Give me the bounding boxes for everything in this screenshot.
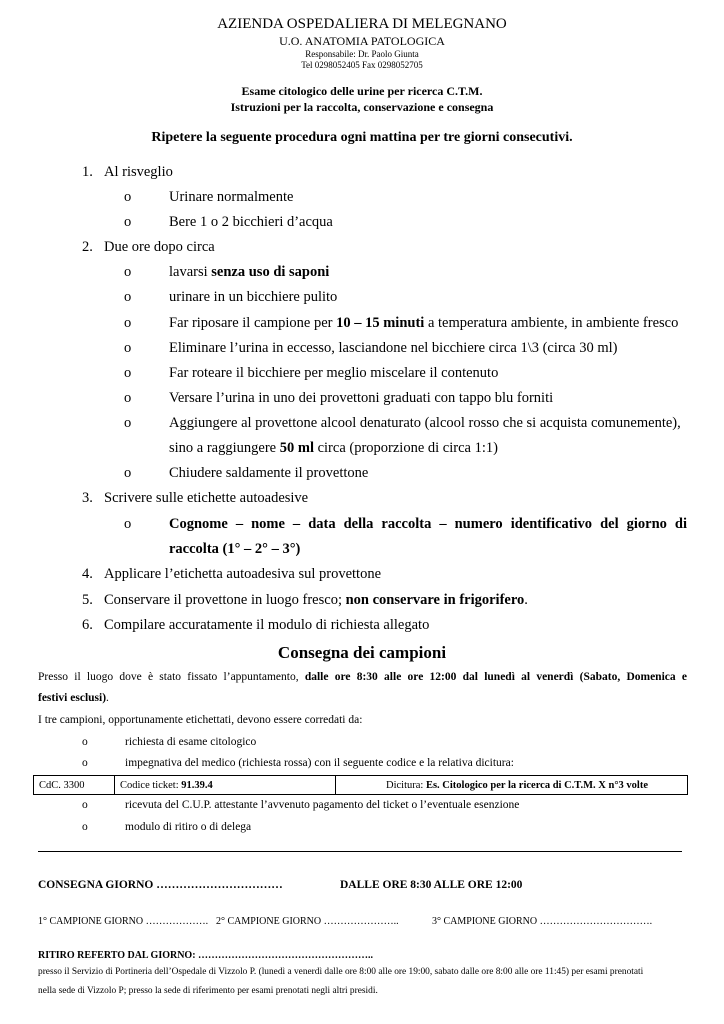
list-item: modulo di ritiro o di delega — [125, 821, 252, 833]
step-number: 6. — [82, 617, 93, 633]
responsible: Responsabile: Dr. Paolo Giunta — [305, 49, 419, 59]
step-item: Far riposare il campione per 10 – 15 minuti a temperatura ambiente, in ambiente fresco — [169, 315, 679, 331]
step-number: 1. — [82, 164, 93, 180]
bullet: o — [124, 415, 132, 431]
bullet: o — [82, 736, 88, 748]
campione-2-field[interactable]: 2° CAMPIONE GIORNO ………………….. — [216, 916, 399, 927]
paragraph-continued: festivi esclusi). — [38, 692, 109, 704]
dicitura-cell: Dicitura: Es. Citologico per la ricerca di C.T.M. X n°3 volte — [336, 776, 688, 795]
step-item: Far roteare il bicchiere per meglio miscelare il contenuto — [169, 365, 499, 381]
bullet: o — [82, 821, 88, 833]
step-label: Al risveglio — [104, 164, 173, 180]
step-item: Urinare normalmente — [169, 189, 294, 205]
bullet: o — [82, 757, 88, 769]
ticket-cell: Codice ticket: 91.39.4 — [115, 776, 336, 795]
organization-name: AZIENDA OSPEDALIERA DI MELEGNANO — [217, 16, 507, 32]
step-label: Applicare l’etichetta autoadesiva sul provettone — [104, 566, 382, 582]
step-label: Scrivere sulle etichette autoadesive — [104, 490, 309, 506]
step-item-continued: sino a raggiungere 50 ml circa (proporzione di circa 1:1) — [169, 440, 498, 456]
step-label: Conservare il provettone in luogo fresco; non conservare in frigorifero. — [104, 592, 528, 608]
step-item: lavarsi senza uso di saponi — [169, 264, 330, 280]
step-number: 5. — [82, 592, 93, 608]
step-number: 4. — [82, 566, 93, 582]
table-row — [34, 776, 688, 795]
pickup-note: presso il Servizio di Portineria dell’Ospedale di Vizzolo P. (lunedì a venerdì dalle ore 8:00 alle ore 19:00, sabato dalle ore 8:00 alle ore 11:45) per esami prenotati — [38, 967, 644, 977]
pickup-note-continued: nella sede di Vizzolo P; presso la sede di riferimento per esami prenotati negli altri presidi. — [38, 986, 378, 996]
list-item: ricevuta del C.U.P. attestante l’avvenuto pagamento del ticket o l’eventuale esenzione — [125, 799, 520, 811]
step-number: 2. — [82, 239, 93, 255]
divider — [38, 851, 682, 852]
consegna-giorno-field[interactable]: CONSEGNA GIORNO …………………………… — [38, 879, 283, 891]
step-number: 3. — [82, 490, 93, 506]
step-label: Due ore dopo circa — [104, 239, 215, 255]
list-item: richiesta di esame citologico — [125, 736, 257, 748]
step-item: urinare in un bicchiere pulito — [169, 289, 338, 305]
bullet: o — [124, 365, 132, 381]
paragraph: I tre campioni, opportunamente etichettati, devono essere corredati da: — [38, 714, 363, 726]
step-label: Compilare accuratamente il modulo di richiesta allegato — [104, 617, 430, 633]
document-subtitle: Istruzioni per la raccolta, conservazione e consegna — [230, 100, 494, 114]
campione-1-field[interactable]: 1° CAMPIONE GIORNO ………………. — [38, 916, 209, 927]
codes-table — [33, 775, 688, 795]
bullet: o — [82, 799, 88, 811]
procedure-note: Ripetere la seguente procedura ogni mattina per tre giorni consecutivi. — [151, 130, 573, 145]
contacts: Tel 0298052405 Fax 0298052705 — [301, 60, 423, 70]
paragraph: Presso il luogo dove è stato fissato l’appuntamento, dalle ore 8:30 alle ore 12:00 dal lunedì al venerdì (Sabato, Domenica e — [38, 671, 687, 683]
ritiro-referto-field[interactable]: RITIRO REFERTO DAL GIORNO: …………………………………………….. — [38, 950, 374, 961]
delivery-hours: DALLE ORE 8:30 ALLE ORE 12:00 — [340, 879, 523, 891]
section-heading: Consegna dei campioni — [277, 643, 447, 662]
bullet: o — [124, 340, 132, 356]
bullet: o — [124, 516, 132, 532]
step-item: Eliminare l’urina in eccesso, lasciandone nel bicchiere circa 1\3 (circa 30 ml) — [169, 340, 618, 356]
bullet: o — [124, 214, 132, 230]
bullet: o — [124, 189, 132, 205]
unit-name: U.O. ANATOMIA PATOLOGICA — [279, 34, 445, 48]
document-title: Esame citologico delle urine per ricerca C.T.M. — [241, 84, 483, 98]
cdc-cell: CdC. 3300 — [34, 776, 115, 795]
bullet: o — [124, 465, 132, 481]
bullet: o — [124, 315, 132, 331]
bullet: o — [124, 264, 132, 280]
list-item: impegnativa del medico (richiesta rossa) con il seguente codice e la relativa dicitura: — [125, 757, 514, 769]
bullet: o — [124, 289, 132, 305]
step-item: Cognome – nome – data della raccolta – numero identificativo del giorno di — [169, 516, 687, 532]
step-item-continued: raccolta (1° – 2° – 3°) — [169, 541, 301, 557]
step-item: Aggiungere al provettone alcool denaturato (alcool rosso che si acquista comunemente), — [169, 415, 681, 431]
step-item: Chiudere saldamente il provettone — [169, 465, 369, 481]
step-item: Versare l’urina in uno dei provettoni graduati con tappo blu forniti — [169, 390, 554, 406]
campione-3-field[interactable]: 3° CAMPIONE GIORNO ……………………………. — [432, 916, 653, 927]
step-item: Bere 1 o 2 bicchieri d’acqua — [169, 214, 333, 230]
bullet: o — [124, 390, 132, 406]
